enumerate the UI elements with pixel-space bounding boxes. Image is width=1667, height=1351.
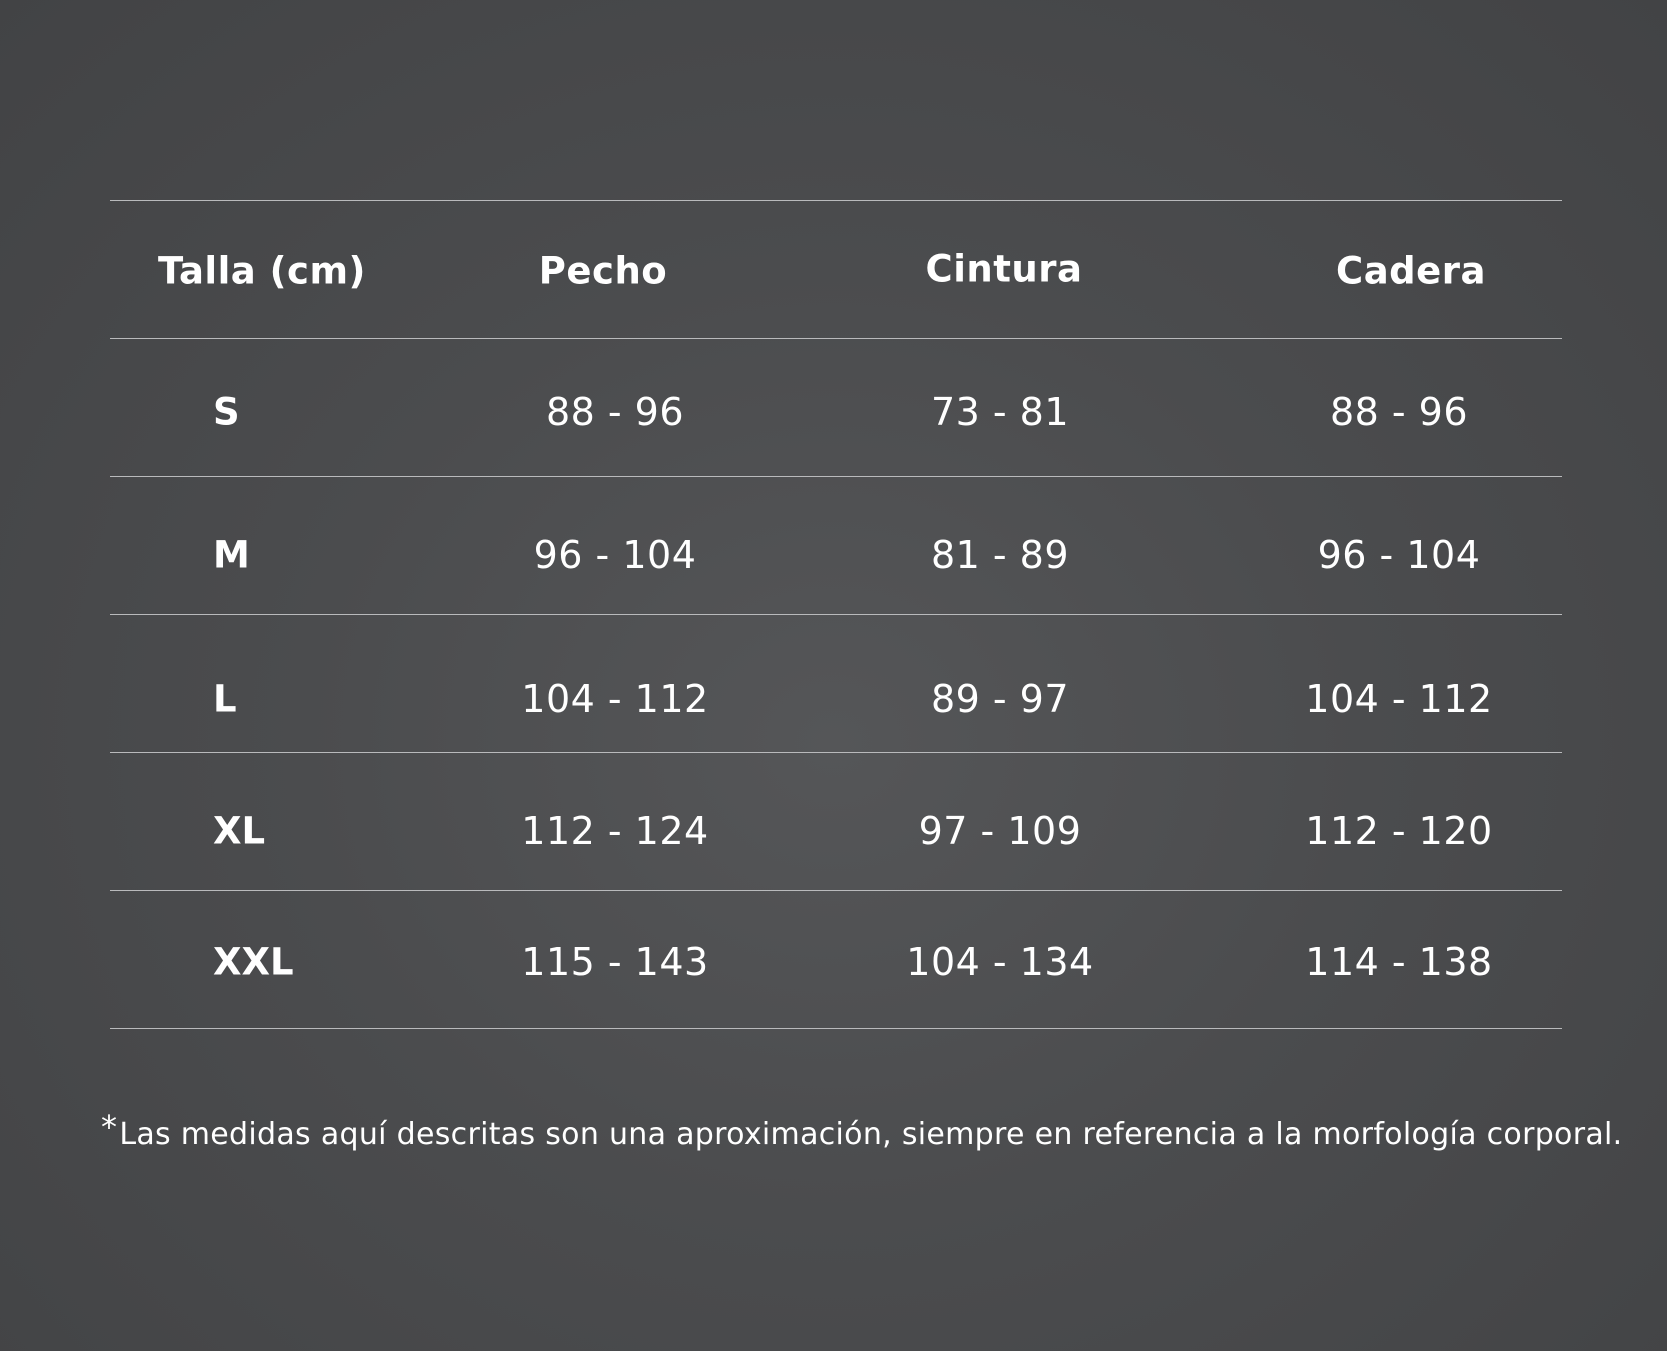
cadera-value: 112 - 120 (1305, 809, 1493, 853)
pecho-value: 88 - 96 (545, 390, 685, 434)
cadera-value: 88 - 96 (1329, 390, 1469, 434)
size-label: S (213, 390, 240, 434)
table-rule (110, 752, 1562, 753)
cadera-value: 96 - 104 (1317, 533, 1481, 577)
pecho-value: 104 - 112 (521, 677, 709, 721)
pecho-value: 112 - 124 (521, 809, 709, 853)
cintura-value: 81 - 89 (930, 533, 1070, 577)
footnote (101, 1108, 1623, 1152)
table-rule (110, 200, 1562, 201)
size-label: M (213, 533, 250, 577)
cadera-value: 104 - 112 (1305, 677, 1493, 721)
table-rule (110, 476, 1562, 477)
cintura-value: 73 - 81 (930, 390, 1070, 434)
cintura-value: 89 - 97 (930, 677, 1070, 721)
table-rule (110, 338, 1562, 339)
cadera-value: 114 - 138 (1305, 940, 1493, 984)
header-cintura: Cintura (925, 247, 1083, 291)
size-label: L (213, 677, 237, 721)
table-rule (110, 1028, 1562, 1029)
cintura-value: 104 - 134 (906, 940, 1094, 984)
header-cadera: Cadera (1336, 249, 1486, 293)
header-pecho: Pecho (538, 249, 668, 293)
size-label: XL (213, 809, 266, 853)
pecho-value: 96 - 104 (533, 533, 697, 577)
header-talla: Talla (cm) (158, 249, 366, 293)
pecho-value: 115 - 143 (521, 940, 709, 984)
table-rule (110, 890, 1562, 891)
footnote-text: Las medidas aquí descritas son una aproximación, siempre en referencia a la morfología corporal. (119, 1117, 1623, 1152)
table-rule (110, 614, 1562, 615)
cintura-value: 97 - 109 (918, 809, 1082, 853)
footnote-marker: * (101, 1108, 118, 1146)
size-label: XXL (213, 940, 294, 984)
